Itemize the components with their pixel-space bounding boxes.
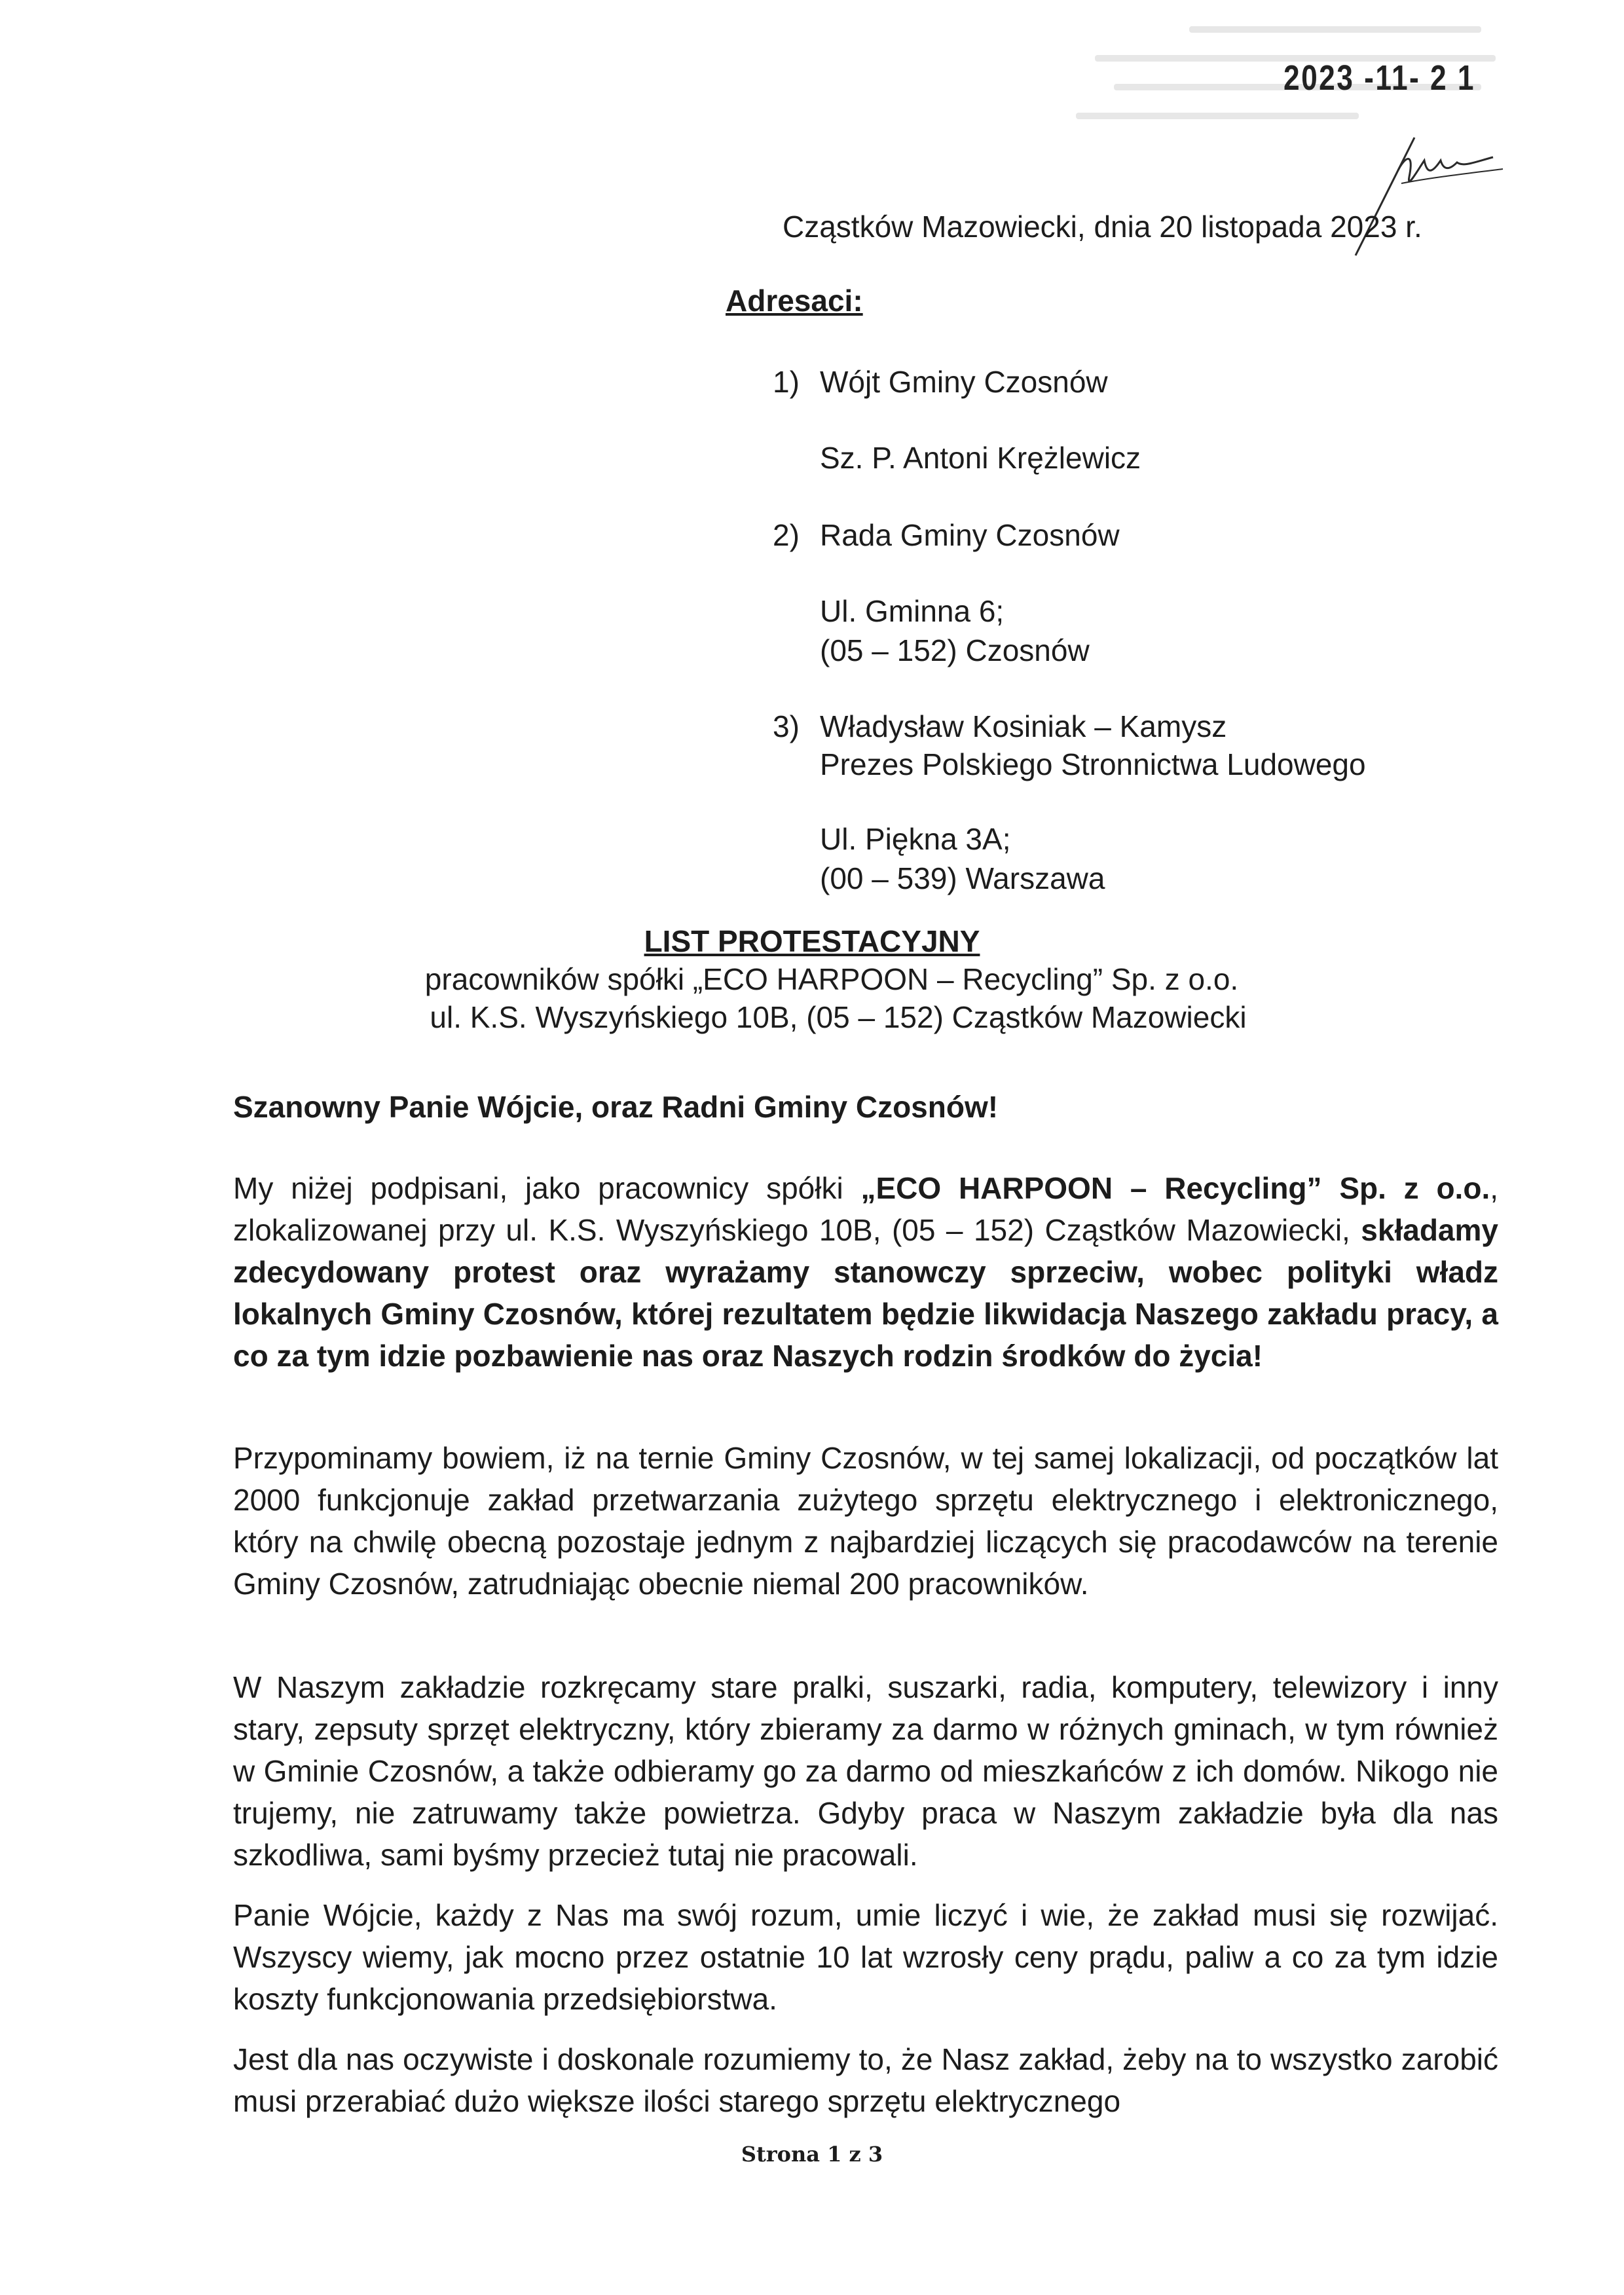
paragraph-5: Jest dla nas oczywiste i doskonale rozumiemy to, że Nasz zakład, żeby na to wszystko zarobić musi przerabiać dużo większe ilości starego sprzętu elektrycznego (233, 2042, 1498, 2118)
paragraph-1 (233, 1167, 1498, 1377)
addressee-number: 2) (773, 518, 800, 552)
addressee-number: 3) (773, 709, 800, 743)
addressee-line: Władysław Kosiniak – Kamysz (820, 709, 1227, 743)
letter-subtitle-address: ul. K.S. Wyszyńskiego 10B, (05 – 152) Cząstków Mazowiecki (430, 1000, 1247, 1034)
paragraph-text: , zlokalizowanej przy ul. K.S. Wyszyńskiego 10B, (05 – 152) Cząstków Mazowiecki, (233, 1171, 1498, 1247)
letter-title: LIST PROTESTACYJNY (644, 924, 980, 958)
addressee-line: Ul. Piękna 3A; (820, 822, 1011, 856)
addressees-heading: Adresaci: (726, 284, 863, 318)
addressee-line: (00 – 539) Warszawa (820, 861, 1105, 895)
letter-title-block (0, 922, 1624, 1036)
addressee-line: Prezes Polskiego Stronnictwa Ludowego (820, 747, 1366, 781)
addressee-line: Rada Gminy Czosnów (820, 518, 1120, 552)
paragraph-4: Panie Wójcie, każdy z Nas ma swój rozum, umie liczyć i wie, że zakład musi się rozwijać. Wszyscy wiemy, jak mocno przez ostatnie 10 lat wzrosły ceny prądu, paliw a co za tym idzie koszty funkcjonowania przedsiębiorstwa. (233, 1898, 1498, 2016)
paragraph-text: My niżej podpisani, jako pracownicy spółki (233, 1171, 861, 1205)
page-number: Strona 1 z 3 (741, 2142, 883, 2167)
received-date-stamp: 2023 -11- 2 1 (1283, 58, 1475, 98)
addressee-line: Sz. P. Antoni Krężlewicz (820, 441, 1141, 475)
protest-statement: składamy zdecydowany protest oraz wyrażamy stanowczy sprzeciw, wobec polityki władz lokalnych Gminy Czosnów, której rezultatem będzie likwidacja Naszego zakładu pracy, a co za tym idzie pozbawienie nas oraz Naszych rodzin środków do życia! (233, 1213, 1498, 1373)
company-name: „ECO HARPOON – Recycling” Sp. z o.o. (860, 1171, 1490, 1205)
addressee-line: Ul. Gminna 6; (820, 594, 1005, 628)
paragraph-2: Przypominamy bowiem, iż na ternie Gminy Czosnów, w tej samej lokalizacji, od początków lat 2000 funkcjonuje zakład przetwarzania zużytego sprzętu elektrycznego i elektronicznego, który na chwilę obecną pozostaje jednym z najbardziej liczących się pracodawców na terenie Gminy Czosnów, zatrudniając obecnie niemal 200 pracowników. (233, 1441, 1498, 1601)
paragraph-3: W Naszym zakładzie rozkręcamy stare pralki, suszarki, radia, komputery, telewizory i inny stary, zepsuty sprzęt elektryczny, który zbieramy za darmo w różnych gminach, w tym również w Gminie Czosnów, a także odbieramy go za darmo od mieszkańców z ich domów. Nikogo nie trujemy, nie zatruwamy także powietrza. Gdyby praca w Naszym zakładzie była dla nas szkodliwa, sami byśmy przecież tutaj nie pracowali. (233, 1670, 1498, 1872)
addressee-line: (05 – 152) Czosnów (820, 633, 1090, 667)
addressee-number: 1) (773, 365, 800, 399)
letter-subtitle: pracowników spółki „ECO HARPOON – Recycling” Sp. z o.o. (424, 962, 1239, 996)
place-and-date: Cząstków Mazowiecki, dnia 20 listopada 2023 r. (783, 210, 1422, 244)
greeting: Szanowny Panie Wójcie, oraz Radni Gminy Czosnów! (233, 1090, 999, 1124)
addressee-line: Wójt Gminy Czosnów (820, 365, 1108, 399)
